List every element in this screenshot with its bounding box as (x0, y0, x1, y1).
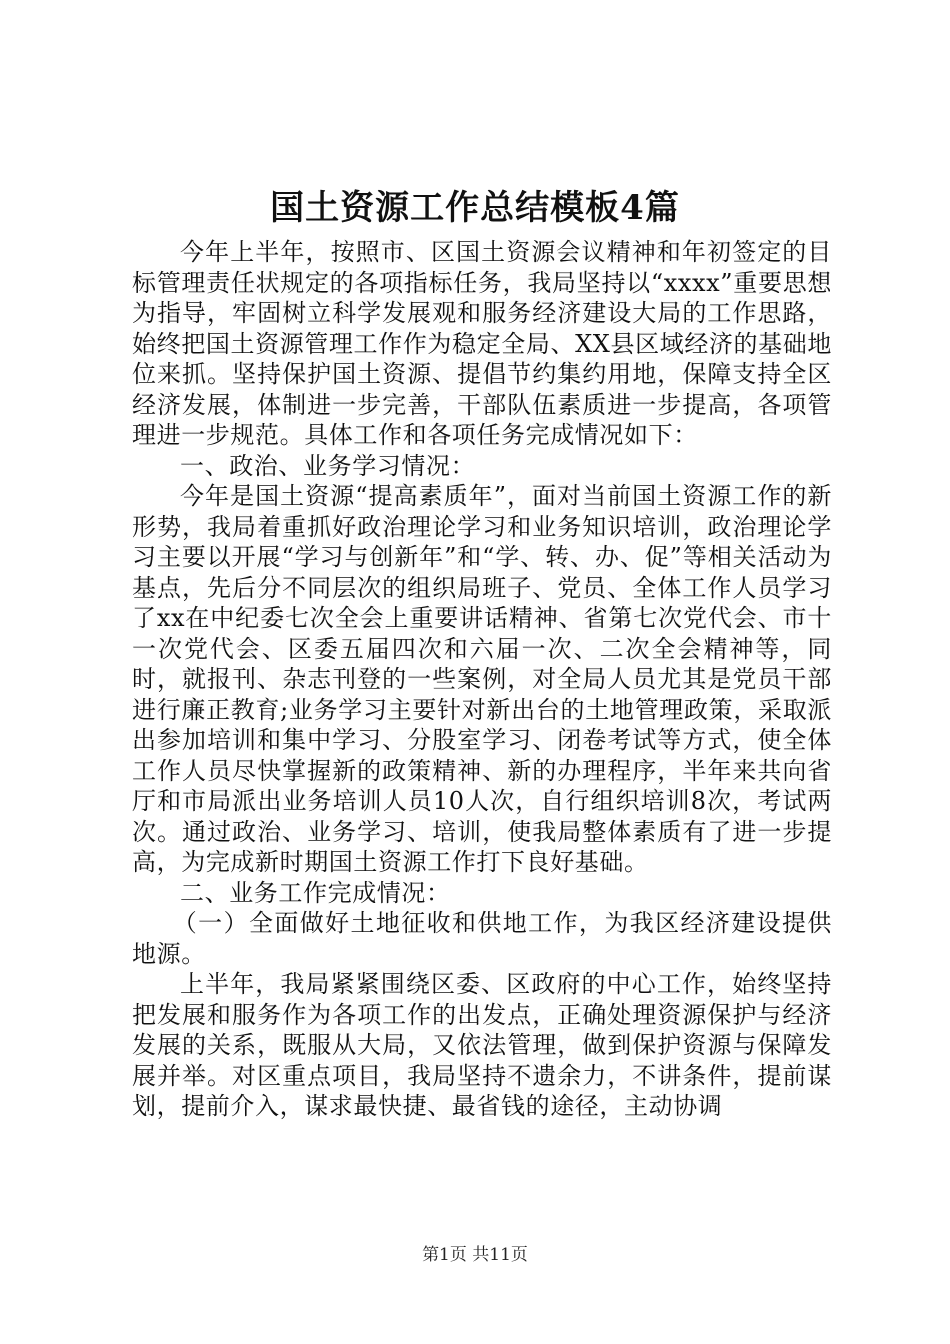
document-title: 国土资源工作总结模板4篇 (270, 188, 680, 228)
paragraph-study: 今年是国土资源“提高素质年”，面对当前国土资源工作的新形势，我局着重抓好政治理论学习和业务知识培训，政治理论学习主要以开展“学习与创新年”和“学、转、办、促”等相关活动为基点，先后分不同层次的组织局班子、党员、全体工作人员学习了xx在中纪委七次全会上重要讲话精神、省第七次党代会、市十一次党代会、区委五届四次和六届一次、二次全会精神等，同时，就报刊、杂志刊登的一些案例，对全局人员尤其是党员干部进行廉正教育;业务学习主要针对新出台的土地管理政策，采取派出参加培训和集中学习、分股室学习、闭卷考试等方式，使全体工作人员尽快掌握新的政策精神、新的办理程序，半年来共向省厅和市局派出业务培训人员10人次，自行组织培训8次，考试两次。通过政治、业务学习、培训，使我局整体素质有了进一步提高，为完成新时期国土资源工作打下良好基础。 (132, 482, 832, 876)
subsection-heading-land: （一）全面做好土地征收和供地工作，为我区经济建设提供地源。 (132, 909, 832, 968)
section-heading-business: 二、业务工作完成情况： (180, 878, 451, 907)
paragraph-land: 上半年，我局紧紧围绕区委、区政府的中心工作，始终坚持把发展和服务作为各项工作的出发点，正确处理资源保护与经济发展的关系，既服从大局，又依法管理，做到保护资源与保障发展并举。对区重点项目，我局坚持不遗余力，不讲条件，提前谋划，提前介入，谋求最快捷、最省钱的途径，主动协调 (132, 970, 832, 1120)
document-body (132, 237, 832, 1122)
page-footer: 第1页 共11页 (422, 1245, 528, 1265)
section-heading-study: 一、政治、业务学习情况： (180, 451, 476, 480)
paragraph-intro: 今年上半年，按照市、区国土资源会议精神和年初签定的目标管理责任状规定的各项指标任务，我局坚持以“xxxx”重要思想为指导，牢固树立科学发展观和服务经济建设大局的工作思路，始终把国土资源管理工作作为稳定全局、XX县区域经济的基础地位来抓。坚持保护国土资源、提倡节约集约用地，保障支持全区经济发展，体制进一步完善，干部队伍素质进一步提高，各项管理进一步规范。具体工作和各项任务完成情况如下： (132, 238, 832, 449)
